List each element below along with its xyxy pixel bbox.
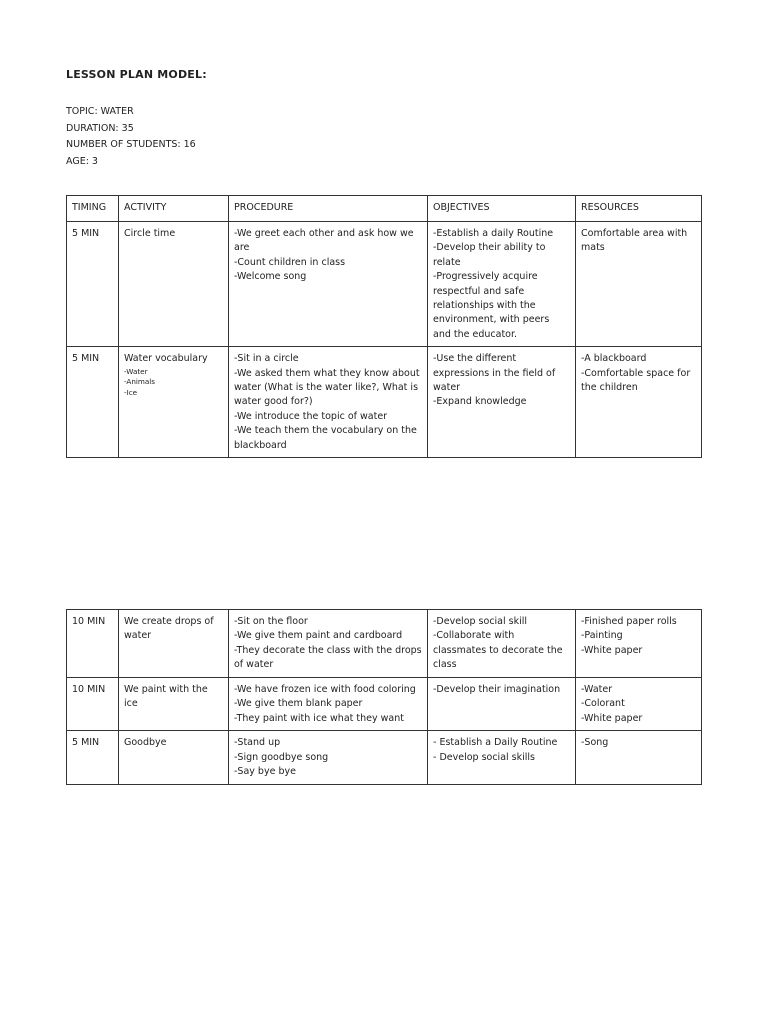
activity-cell: We create drops of water [119,610,229,678]
objective-item: - Develop social skills [433,751,535,763]
procedure-item: -We greet each other and ask how we are [234,228,414,254]
objective-item: - Establish a Daily Routine [433,737,558,749]
table-row [67,610,702,678]
resources-cell [576,222,702,347]
objective-item: -Expand knowledge [433,396,527,408]
document-title: LESSON PLAN MODEL: [66,68,207,81]
activity-label: Circle time [124,228,176,239]
activity-cell [119,347,229,458]
procedure-item: -Stand up [234,737,281,749]
resource-item: -Water [581,684,613,695]
procedure-cell [229,222,428,347]
resource-item: -Comfortable space for the children [581,367,691,394]
vocabulary-item: -Ice [124,387,138,397]
objective-item: -Develop social skill [433,616,528,627]
resource-item: Comfortable area with mats [581,228,688,254]
activity-cell [119,222,229,347]
resource-item: -A blackboard [581,353,647,365]
timing-cell: 5 MIN [67,347,119,458]
resource-item: -White paper [581,644,643,656]
objectives-cell [428,731,576,785]
resource-item: -Painting [581,630,623,642]
procedure-item: -Sit on the floor [234,616,308,627]
procedure-cell [229,678,428,731]
objective-item: -Use the different expressions in the field of water [433,353,556,394]
vocabulary-item: -Animals [124,377,156,387]
students-line: NUMBER OF STUDENTS: 16 [66,139,196,150]
vocabulary-item: -Water [124,366,148,376]
timing-cell: 10 MIN [67,678,119,731]
duration-line: DURATION: 35 [66,122,134,134]
table-row [67,678,702,731]
header-row [67,196,702,222]
procedure-item: -We give them paint and cardboard [234,630,403,642]
procedure-cell [229,731,428,785]
procedure-item: -We teach them the vocabulary on the blackboard [234,425,417,451]
objective-item: -Progressively acquire respectful and safe relationships with the environment, with peers and the educator. [433,271,550,340]
table-row [67,222,702,347]
procedure-cell [229,610,428,678]
lesson-plan-table-2 [66,609,702,785]
resource-item: -Colorant [581,698,625,710]
objectives-cell [428,222,576,347]
timing-cell: 10 MIN [67,610,119,678]
header-procedure: PROCEDURE [229,196,428,222]
resource-item: -Finished paper rolls [581,616,677,627]
timing-cell: 5 MIN [67,222,119,347]
resource-item: -Song [581,737,609,749]
activity-cell: We paint with the ice [119,678,229,731]
procedure-item: -Welcome song [234,271,307,283]
objectives-cell [428,610,576,678]
procedure-item: -They paint with ice what they want [234,712,404,724]
resources-cell [576,731,702,785]
header-resources: RESOURCES [576,196,702,222]
header-objectives: OBJECTIVES [428,196,576,222]
procedure-item: -Say bye bye [234,766,296,778]
header-timing: TIMING [67,196,119,222]
procedure-item: -We introduce the topic of water [234,410,388,422]
header-activity: ACTIVITY [119,196,229,222]
procedure-item: -Sit in a circle [234,353,299,365]
topic-line: TOPIC: WATER [66,106,134,117]
procedure-item: -We asked them what they know about water (What is the water like?, What is water good for?) [234,367,420,408]
objective-item: -Develop their imagination [433,684,561,695]
timing-cell: 5 MIN [67,731,119,785]
lesson-meta [66,104,196,170]
procedure-cell [229,347,428,458]
table-row [67,347,702,458]
age-line: AGE: 3 [66,155,98,167]
objectives-cell [428,347,576,458]
objective-item: -Develop their ability to relate [433,242,546,268]
procedure-item: -They decorate the class with the drops of water [234,644,422,671]
resources-cell [576,678,702,731]
activity-cell: Goodbye [119,731,229,785]
activity-label: Water vocabulary [124,353,208,365]
objective-item: -Establish a daily Routine [433,228,554,239]
resources-cell [576,610,702,678]
objective-item: -Collaborate with classmates to decorate the class [433,630,563,671]
resource-item: -White paper [581,712,643,724]
table-row [67,731,702,785]
procedure-item: -Count children in class [234,256,346,268]
lesson-plan-table-1 [66,195,702,458]
procedure-item: -We give them blank paper [234,698,363,710]
resources-cell [576,347,702,458]
objectives-cell [428,678,576,731]
procedure-item: -We have frozen ice with food coloring [234,684,416,695]
procedure-item: -Sign goodbye song [234,751,329,763]
